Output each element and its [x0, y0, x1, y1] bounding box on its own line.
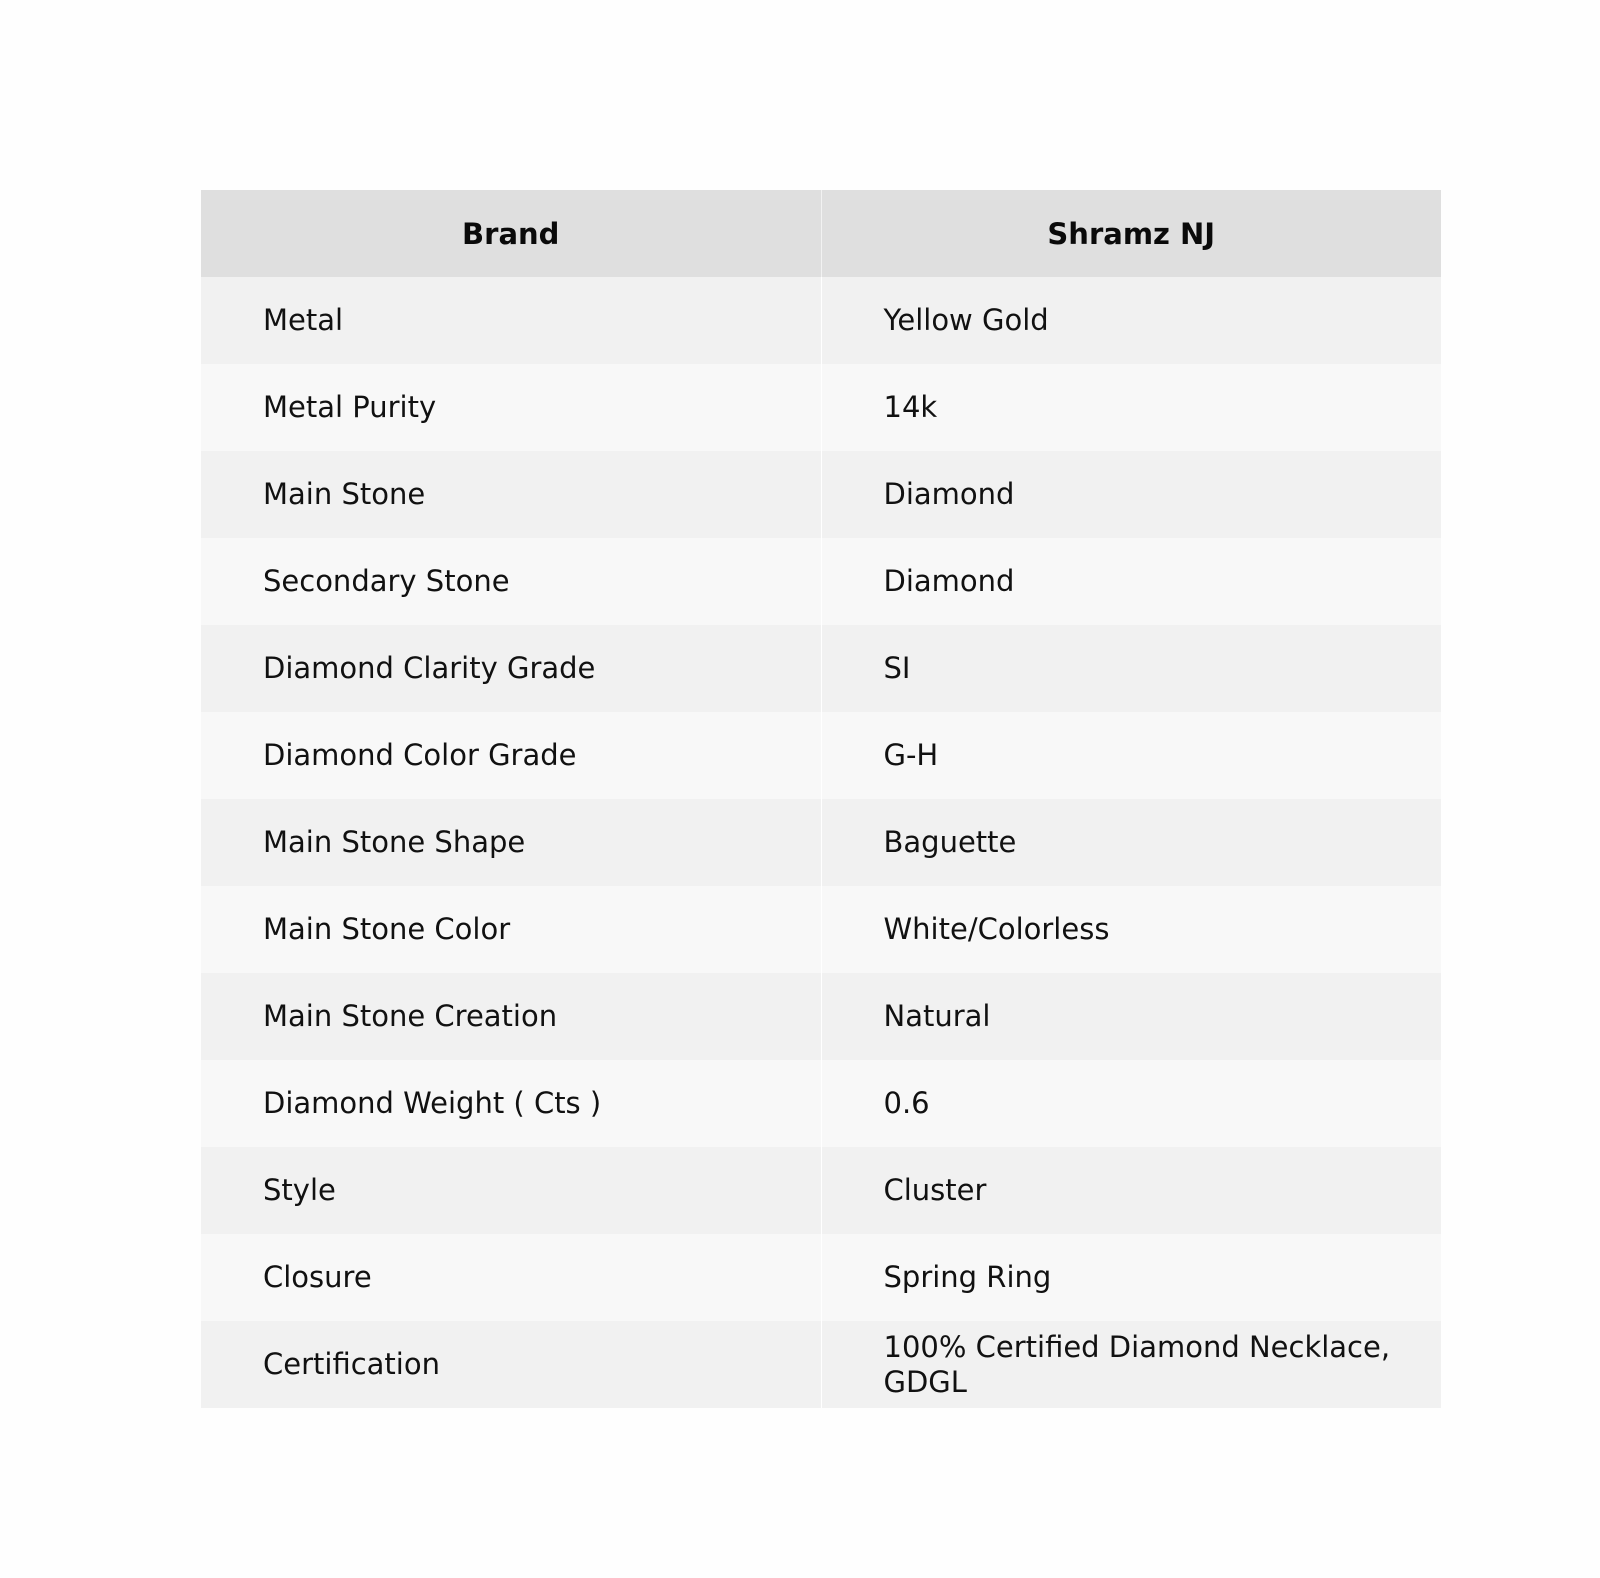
spec-label: Metal Purity	[201, 364, 821, 451]
spec-label: Certification	[201, 1321, 821, 1408]
spec-value: Diamond	[821, 451, 1441, 538]
spec-value: 100% Certified Diamond Necklace, GDGL	[821, 1321, 1441, 1408]
table-row	[201, 799, 1441, 886]
table-row	[201, 1234, 1441, 1321]
spec-value: White/Colorless	[821, 886, 1441, 973]
spec-label: Secondary Stone	[201, 538, 821, 625]
spec-value: 0.6	[821, 1060, 1441, 1147]
spec-value: Cluster	[821, 1147, 1441, 1234]
spec-value: 14k	[821, 364, 1441, 451]
spec-label: Main Stone Creation	[201, 973, 821, 1060]
product-spec-table	[201, 190, 1441, 1408]
spec-label: Style	[201, 1147, 821, 1234]
table-row	[201, 364, 1441, 451]
spec-value: G-H	[821, 712, 1441, 799]
spec-value: Diamond	[821, 538, 1441, 625]
header-brand-value: Shramz NJ	[821, 190, 1441, 277]
table-row	[201, 1147, 1441, 1234]
table-row	[201, 973, 1441, 1060]
spec-label: Main Stone Shape	[201, 799, 821, 886]
table-row	[201, 886, 1441, 973]
spec-label: Metal	[201, 277, 821, 364]
table-body	[201, 277, 1441, 1408]
table-row	[201, 1060, 1441, 1147]
table-row	[201, 625, 1441, 712]
spec-label: Diamond Weight ( Cts )	[201, 1060, 821, 1147]
table-header	[201, 190, 1441, 277]
spec-value: Natural	[821, 973, 1441, 1060]
table-row	[201, 538, 1441, 625]
header-brand-label: Brand	[201, 190, 821, 277]
spec-value: Baguette	[821, 799, 1441, 886]
table-row	[201, 277, 1441, 364]
spec-label: Diamond Clarity Grade	[201, 625, 821, 712]
table-row	[201, 1321, 1441, 1408]
spec-label: Closure	[201, 1234, 821, 1321]
spec-label: Main Stone	[201, 451, 821, 538]
spec-value: Spring Ring	[821, 1234, 1441, 1321]
header-row	[201, 190, 1441, 277]
spec-value: SI	[821, 625, 1441, 712]
spec-label: Diamond Color Grade	[201, 712, 821, 799]
spec-value: Yellow Gold	[821, 277, 1441, 364]
table-row	[201, 451, 1441, 538]
table-row	[201, 712, 1441, 799]
spec-label: Main Stone Color	[201, 886, 821, 973]
